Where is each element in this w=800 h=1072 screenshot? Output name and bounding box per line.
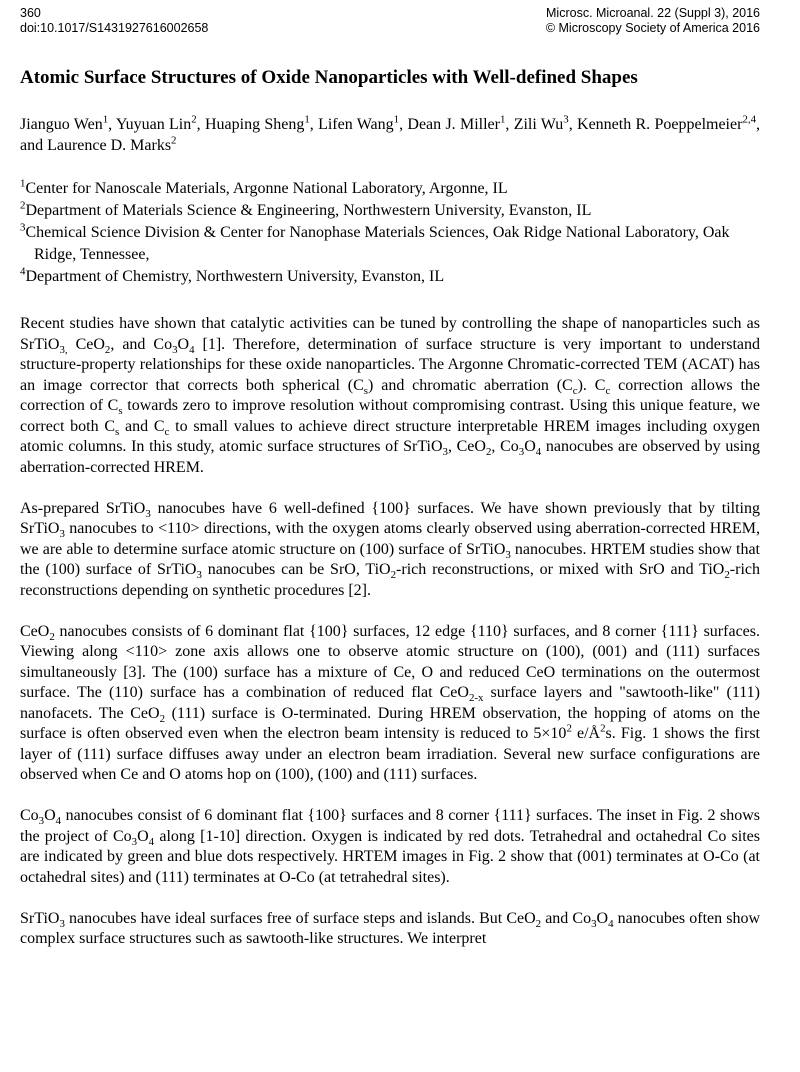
paragraph-2: As-prepared SrTiO$_3$ nanocubes have 6 well-defined {100} surfaces. We have shown previously that by tilting SrTiO$_3$ nanocubes to <110> directions, with the oxygen atoms clearly observed using aberration-corrected HREM, we are able to determine surface atomic structure on (100) surface of SrTiO$_3$ nanocubes. HRTEM studies show that the (100) surface of SrTiO$_3$ nanocubes can be SrO, TiO$_2$-rich reconstructions, or mixed with SrO and TiO$_2$-rich reconstructions depending on synthetic procedures [2].	[20, 499, 761, 599]
journal-citation: Microsc. Microanal. 22 (Suppl 3), 2016	[546, 6, 760, 20]
doi-text: doi:10.1017/S1431927616002658	[20, 21, 209, 35]
paragraph-3: CeO$_2$ nanocubes consists of 6 dominant flat {100} surfaces, 12 edge {110} surfaces, and 8 corner {111} surfaces. Viewing along <110> zone axis allows one to observe atomic structure on (100), (001) and (111) surfaces simultaneously [3]. The (100) surface has a mixture of Ce, O and reduced CeO terminations on the outermost surface. The (110) surface has a combination of reduced flat CeO$_{2-x}$ surface layers and "sawtooth-like" (111) nanofacets. The CeO$_2$ (111) surface is O-terminated. During HREM observation, the hopping of atoms on the surface is often observed even when the electron beam intensity is reduced to $5\times 10^2$ $e/Å^2s$. Fig. 1 shows the first layer of (111) surface diffuses away under an electron beam irradiation. Several new surface configurations are observed when Ce and O atoms hop on (100), (100) and (111) surfaces.	[20, 622, 760, 783]
paper-body	[20, 314, 760, 950]
affiliation-list	[20, 178, 760, 288]
header-right	[546, 6, 760, 36]
page-header	[20, 6, 760, 36]
affiliation-2: $^2$Department of Materials Science & Engineering, Northwestern University, Evanston, IL	[20, 199, 592, 219]
author-list: Jianguo Wen$^1$, Yuyuan Lin$^2$, Huaping Sheng$^1$, Lifen Wang$^1$, Dean J. Miller$^1$, Zili Wu$^3$, Kenneth R. Poeppelmeier$^{2,4}$, and Laurence D. Marks$^2$	[20, 113, 761, 154]
header-left	[20, 6, 208, 36]
paragraph-5: SrTiO$_3$ nanocubes have ideal surfaces free of surface steps and islands. But CeO$_2$ and $Co_3O_4$ nanocubes often show complex surface structures such as sawtooth-like structures. We interpret	[20, 909, 761, 947]
paragraph-4: $Co_3O_4$ nanocubes consist of 6 dominant flat {100} surfaces and 8 corner {111} surfaces. The inset in Fig. 2 shows the project of $Co_3O_4$ along [1-10] direction. Oxygen is indicated by red dots. Tetrahedral and octahedral Co sites are indicated by green and blue dots respectively. HRTEM images in Fig. 2 show that (001) terminates at O-Co (at octahedral sites) and (111) terminates at O-Co (at tetrahedral sites).	[20, 807, 760, 886]
affiliation-3: $^3$Chemical Science Division & Center for Nanophase Materials Sciences, Oak Ridge National Laboratory, Oak Ridge, Tennessee,	[20, 221, 730, 263]
paragraph-1: Recent studies have shown that catalytic activities can be tuned by controlling the shape of nanoparticles such as SrTiO$_{3,}$ CeO$_2$, and $Co_3O_4$ [1]. Therefore, determination of surface structure is very important to understand structure-property relationships for these oxide nanoparticles. The Argonne Chromatic-corrected TEM (ACAT) has an image corrector that corrects both spherical $(C_s)$ and chromatic aberration $(C_c)$. $C_c$ correction allows the correction of $C_s$ towards zero to improve resolution without compromising contrast. Using this unique feature, we correct both $C_s$ and $C_c$ to small values to achieve direct structure interpretable HREM images including oxygen atomic columns. In this study, atomic surface structures of SrTiO$_3$, CeO$_2$, $Co_3O_4$ nanocubes are observed by using aberration-corrected HREM.	[20, 315, 761, 476]
affiliation-4: $^4$Department of Chemistry, Northwestern University, Evanston, IL	[20, 265, 445, 285]
page-number: 360	[20, 6, 41, 20]
affiliation-1: $^1$Center for Nanoscale Materials, Argonne National Laboratory, Argonne, IL	[20, 177, 508, 197]
paper-title: Atomic Surface Structures of Oxide Nanoparticles with Well-defined Shapes	[20, 67, 638, 88]
copyright-notice: © Microscopy Society of America 2016	[545, 21, 760, 35]
